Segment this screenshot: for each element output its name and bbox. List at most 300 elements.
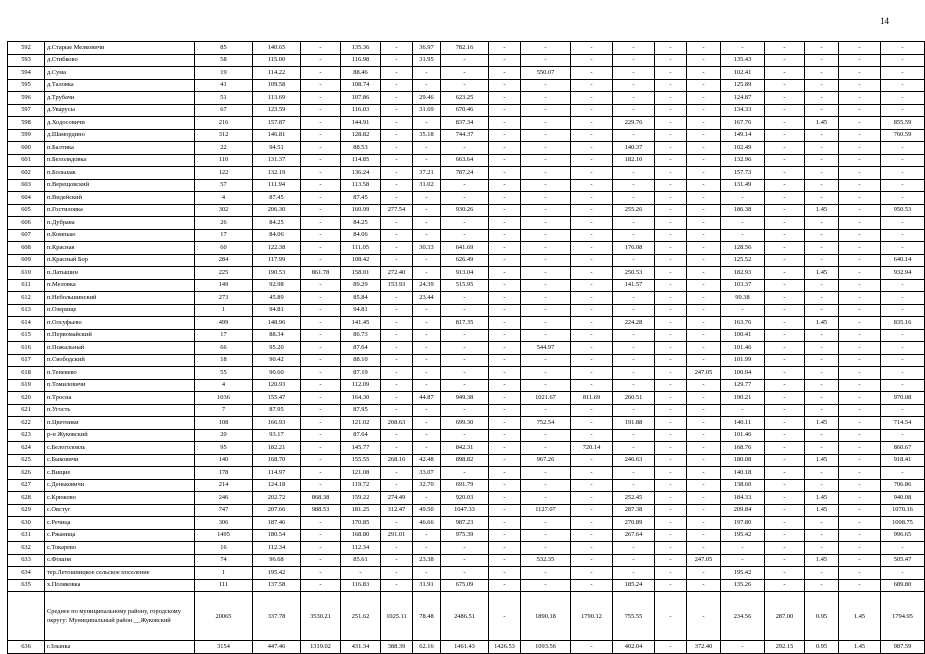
- value-cell: -: [301, 254, 341, 267]
- value-cell: 141.57: [613, 279, 655, 292]
- value-cell: 170.85: [341, 517, 381, 530]
- value-cell: -: [655, 304, 687, 317]
- value-cell: 84.25: [253, 217, 301, 230]
- value-cell: 182.93: [721, 267, 765, 280]
- value-cell: -: [381, 517, 413, 530]
- value-cell: 44.87: [413, 392, 441, 405]
- value-cell: 51: [195, 92, 253, 105]
- value-cell: -: [521, 217, 571, 230]
- value-cell: -: [413, 367, 441, 380]
- locality-name-cell: п.Компько: [45, 229, 195, 242]
- value-cell: -: [381, 442, 413, 455]
- value-cell: -: [489, 454, 521, 467]
- value-cell: 78.48: [413, 592, 441, 641]
- value-cell: 116.03: [341, 104, 381, 117]
- table-row: [8, 354, 925, 367]
- value-cell: -: [571, 454, 613, 467]
- value-cell: -: [489, 467, 521, 480]
- value-cell: -: [571, 67, 613, 80]
- value-cell: 66: [195, 342, 253, 355]
- table-row: [8, 442, 925, 455]
- value-cell: -: [489, 292, 521, 305]
- value-cell: 1025.11: [381, 592, 413, 641]
- value-cell: -: [805, 567, 839, 580]
- value-cell: -: [839, 117, 881, 130]
- value-cell: -: [441, 229, 489, 242]
- value-cell: -: [765, 92, 805, 105]
- value-cell: -: [721, 304, 765, 317]
- value-cell: -: [489, 167, 521, 180]
- value-cell: 112.09: [341, 379, 381, 392]
- value-cell: -: [413, 417, 441, 430]
- value-cell: -: [413, 567, 441, 580]
- value-cell: -: [489, 67, 521, 80]
- value-cell: 114.85: [341, 154, 381, 167]
- value-cell: 166.93: [253, 417, 301, 430]
- value-cell: 85.61: [341, 554, 381, 567]
- value-cell: -: [839, 104, 881, 117]
- locality-name-cell: г.Злынка: [45, 641, 195, 654]
- value-cell: -: [805, 192, 839, 205]
- table-body: [8, 42, 925, 654]
- value-cell: -: [655, 479, 687, 492]
- value-cell: -: [571, 54, 613, 67]
- value-cell: 157.73: [721, 167, 765, 180]
- value-cell: -: [301, 279, 341, 292]
- value-cell: -: [413, 192, 441, 205]
- value-cell: 116.83: [341, 579, 381, 592]
- value-cell: -: [655, 229, 687, 242]
- value-cell: -: [805, 367, 839, 380]
- value-cell: -: [521, 354, 571, 367]
- value-cell: 114.22: [253, 67, 301, 80]
- value-cell: -: [765, 179, 805, 192]
- value-cell: 22: [195, 142, 253, 155]
- value-cell: -: [687, 529, 721, 542]
- table-row: [8, 142, 925, 155]
- value-cell: -: [687, 167, 721, 180]
- value-cell: -: [839, 429, 881, 442]
- value-cell: -: [765, 504, 805, 517]
- locality-name-cell: с.Токарево: [45, 542, 195, 555]
- value-cell: 1794.95: [881, 592, 925, 641]
- value-cell: -: [381, 542, 413, 555]
- locality-name-cell: п.Белолядовка: [45, 154, 195, 167]
- value-cell: -: [765, 317, 805, 330]
- value-cell: 4: [195, 192, 253, 205]
- value-cell: 975.39: [441, 529, 489, 542]
- value-cell: -: [839, 579, 881, 592]
- value-cell: -: [571, 554, 613, 567]
- value-cell: -: [489, 104, 521, 117]
- value-cell: 102.49: [721, 142, 765, 155]
- value-cell: -: [655, 504, 687, 517]
- value-cell: -: [839, 404, 881, 417]
- table-row: [8, 217, 925, 230]
- value-cell: 206.30: [253, 204, 301, 217]
- value-cell: -: [613, 254, 655, 267]
- value-cell: -: [521, 467, 571, 480]
- value-cell: -: [301, 242, 341, 255]
- value-cell: 291.01: [381, 529, 413, 542]
- locality-name-cell: Среднее по муниципальному району, городскому округу: Муниципальный район __Жуковский: [45, 592, 195, 641]
- value-cell: -: [489, 254, 521, 267]
- value-cell: -: [839, 304, 881, 317]
- value-cell: -: [687, 354, 721, 367]
- value-cell: -: [489, 479, 521, 492]
- row-number-cell: [8, 592, 45, 641]
- value-cell: -: [489, 367, 521, 380]
- value-cell: 755.55: [613, 592, 655, 641]
- value-cell: 135.26: [721, 579, 765, 592]
- value-cell: -: [381, 167, 413, 180]
- value-cell: 640.14: [881, 254, 925, 267]
- value-cell: -: [687, 117, 721, 130]
- value-cell: 1.45: [805, 554, 839, 567]
- value-cell: 1319.02: [301, 641, 341, 654]
- value-cell: -: [721, 554, 765, 567]
- value-cell: 515.95: [441, 279, 489, 292]
- value-cell: 544.97: [521, 342, 571, 355]
- value-cell: -: [655, 554, 687, 567]
- value-cell: -: [655, 142, 687, 155]
- value-cell: -: [839, 442, 881, 455]
- value-cell: 1008.75: [881, 517, 925, 530]
- value-cell: -: [571, 504, 613, 517]
- row-number-cell: 629: [8, 504, 45, 517]
- value-cell: 55: [195, 367, 253, 380]
- value-cell: -: [687, 192, 721, 205]
- value-cell: -: [521, 254, 571, 267]
- row-number-cell: 635: [8, 579, 45, 592]
- value-cell: 164.30: [341, 392, 381, 405]
- locality-name-cell: п.Красный Бор: [45, 254, 195, 267]
- value-cell: -: [721, 404, 765, 417]
- value-cell: -: [441, 54, 489, 67]
- table-row: [8, 417, 925, 430]
- value-cell: 108.74: [341, 79, 381, 92]
- value-cell: -: [489, 542, 521, 555]
- value-cell: 87.19: [341, 367, 381, 380]
- locality-name-cell: п.Красная: [45, 242, 195, 255]
- value-cell: -: [765, 217, 805, 230]
- value-cell: -: [613, 217, 655, 230]
- value-cell: -: [571, 179, 613, 192]
- value-cell: -: [655, 404, 687, 417]
- value-cell: 67: [195, 104, 253, 117]
- value-cell: -: [655, 117, 687, 130]
- locality-name-cell: д.Трубачи: [45, 92, 195, 105]
- value-cell: 110: [195, 154, 253, 167]
- value-cell: -: [381, 142, 413, 155]
- value-cell: -: [839, 217, 881, 230]
- value-cell: -: [381, 192, 413, 205]
- row-number-cell: 612: [8, 292, 45, 305]
- value-cell: -: [571, 467, 613, 480]
- value-cell: -: [441, 342, 489, 355]
- value-cell: -: [765, 154, 805, 167]
- value-cell: 372.40: [687, 641, 721, 654]
- value-cell: -: [687, 542, 721, 555]
- value-cell: -: [381, 254, 413, 267]
- value-cell: -: [341, 567, 381, 580]
- value-cell: 287.38: [613, 504, 655, 517]
- value-cell: -: [721, 229, 765, 242]
- value-cell: 182.10: [613, 154, 655, 167]
- value-cell: 1.45: [839, 592, 881, 641]
- value-cell: 137.58: [253, 579, 301, 592]
- value-cell: -: [655, 467, 687, 480]
- value-cell: 1461.43: [441, 641, 489, 654]
- value-cell: 337.78: [253, 592, 301, 641]
- value-cell: -: [687, 79, 721, 92]
- value-cell: -: [441, 429, 489, 442]
- locality-name-cell: п.Томиловичи: [45, 379, 195, 392]
- row-number-cell: 636: [8, 641, 45, 654]
- locality-name-cell: п.Большак: [45, 167, 195, 180]
- value-cell: -: [839, 42, 881, 55]
- value-cell: -: [571, 192, 613, 205]
- value-cell: -: [613, 442, 655, 455]
- value-cell: -: [301, 329, 341, 342]
- value-cell: 95.20: [253, 342, 301, 355]
- value-cell: -: [613, 329, 655, 342]
- value-cell: -: [571, 267, 613, 280]
- value-cell: -: [441, 567, 489, 580]
- value-cell: 184.33: [721, 492, 765, 505]
- value-cell: -: [441, 67, 489, 80]
- value-cell: -: [881, 342, 925, 355]
- value-cell: -: [521, 117, 571, 130]
- locality-name-cell: р-н Жуковский: [45, 429, 195, 442]
- value-cell: 699.30: [441, 417, 489, 430]
- value-cell: 111: [195, 579, 253, 592]
- value-cell: 7: [195, 404, 253, 417]
- value-cell: -: [765, 279, 805, 292]
- value-cell: -: [521, 429, 571, 442]
- value-cell: 99.38: [721, 292, 765, 305]
- locality-name-cell: п.Тросна: [45, 392, 195, 405]
- value-cell: -: [881, 167, 925, 180]
- value-cell: -: [839, 192, 881, 205]
- value-cell: -: [805, 329, 839, 342]
- value-cell: -: [839, 267, 881, 280]
- value-cell: 122.38: [253, 242, 301, 255]
- value-cell: -: [839, 167, 881, 180]
- value-cell: -: [805, 167, 839, 180]
- value-cell: -: [839, 242, 881, 255]
- value-cell: -: [521, 567, 571, 580]
- value-cell: -: [805, 379, 839, 392]
- value-cell: 626.49: [441, 254, 489, 267]
- value-cell: -: [655, 379, 687, 392]
- value-cell: 42.48: [413, 454, 441, 467]
- value-cell: -: [805, 229, 839, 242]
- value-cell: 100.41: [721, 329, 765, 342]
- value-cell: 168.76: [721, 442, 765, 455]
- value-cell: -: [301, 429, 341, 442]
- value-cell: -: [765, 192, 805, 205]
- value-cell: -: [765, 167, 805, 180]
- row-number-cell: 607: [8, 229, 45, 242]
- table-row: [8, 429, 925, 442]
- value-cell: 268.16: [381, 454, 413, 467]
- value-cell: -: [687, 479, 721, 492]
- value-cell: 505.47: [881, 554, 925, 567]
- value-cell: 101.46: [721, 429, 765, 442]
- value-cell: -: [413, 142, 441, 155]
- value-cell: -: [381, 54, 413, 67]
- value-cell: 96.68: [253, 554, 301, 567]
- value-cell: 85: [195, 42, 253, 55]
- value-cell: -: [381, 329, 413, 342]
- value-cell: -: [655, 529, 687, 542]
- value-cell: 136.24: [341, 167, 381, 180]
- value-cell: -: [805, 304, 839, 317]
- value-cell: -: [301, 454, 341, 467]
- value-cell: -: [881, 179, 925, 192]
- row-number-cell: 615: [8, 329, 45, 342]
- table-row: [8, 567, 925, 580]
- value-cell: 125.89: [721, 79, 765, 92]
- value-cell: 88.34: [253, 329, 301, 342]
- value-cell: 107.86: [341, 92, 381, 105]
- value-cell: -: [381, 467, 413, 480]
- value-cell: -: [765, 204, 805, 217]
- table-row: [8, 229, 925, 242]
- value-cell: 930.26: [441, 204, 489, 217]
- row-number-cell: 606: [8, 217, 45, 230]
- value-cell: 17: [195, 229, 253, 242]
- value-cell: -: [489, 529, 521, 542]
- value-cell: 255.26: [613, 204, 655, 217]
- value-cell: 113.69: [253, 92, 301, 105]
- value-cell: 691.79: [441, 479, 489, 492]
- value-cell: -: [413, 354, 441, 367]
- value-cell: 168.70: [253, 454, 301, 467]
- value-cell: 94.51: [253, 142, 301, 155]
- value-cell: -: [489, 154, 521, 167]
- value-cell: -: [881, 329, 925, 342]
- value-cell: -: [521, 517, 571, 530]
- locality-name-cell: п.Цветники: [45, 417, 195, 430]
- table-row: [8, 104, 925, 117]
- value-cell: -: [489, 417, 521, 430]
- value-cell: -: [613, 542, 655, 555]
- value-cell: -: [571, 142, 613, 155]
- value-cell: -: [881, 104, 925, 117]
- value-cell: -: [687, 492, 721, 505]
- locality-name-cell: х.Поляковка: [45, 579, 195, 592]
- value-cell: -: [805, 67, 839, 80]
- value-cell: -: [765, 492, 805, 505]
- value-cell: 270.89: [613, 517, 655, 530]
- value-cell: -: [381, 404, 413, 417]
- value-cell: 214: [195, 479, 253, 492]
- value-cell: -: [489, 492, 521, 505]
- value-cell: -: [521, 179, 571, 192]
- row-number-cell: 601: [8, 154, 45, 167]
- table-row: [8, 492, 925, 505]
- value-cell: -: [839, 554, 881, 567]
- locality-name-cell: с.Фошня: [45, 554, 195, 567]
- value-cell: 23.44: [413, 292, 441, 305]
- value-cell: -: [881, 567, 925, 580]
- value-cell: -: [521, 317, 571, 330]
- value-cell: 31.02: [413, 179, 441, 192]
- value-cell: -: [301, 467, 341, 480]
- table-row: [8, 454, 925, 467]
- locality-name-cell: п.Первомайский: [45, 329, 195, 342]
- value-cell: -: [441, 192, 489, 205]
- row-number-cell: 621: [8, 404, 45, 417]
- value-cell: -: [881, 42, 925, 55]
- value-cell: -: [687, 217, 721, 230]
- page-number: 14: [880, 16, 889, 26]
- value-cell: -: [301, 542, 341, 555]
- locality-name-cell: с.Белоголовль: [45, 442, 195, 455]
- value-cell: 37.21: [413, 167, 441, 180]
- table-row: [8, 392, 925, 405]
- value-cell: 41: [195, 79, 253, 92]
- table-row: [8, 92, 925, 105]
- value-cell: 95: [195, 442, 253, 455]
- value-cell: -: [521, 329, 571, 342]
- value-cell: -: [839, 54, 881, 67]
- value-cell: 967.26: [521, 454, 571, 467]
- value-cell: -: [839, 542, 881, 555]
- value-cell: -: [613, 479, 655, 492]
- value-cell: -: [441, 329, 489, 342]
- value-cell: 842.31: [441, 442, 489, 455]
- table-row: [8, 542, 925, 555]
- value-cell: -: [839, 492, 881, 505]
- value-cell: -: [655, 217, 687, 230]
- row-number-cell: 634: [8, 567, 45, 580]
- value-cell: 46.66: [413, 517, 441, 530]
- value-cell: -: [571, 292, 613, 305]
- value-cell: -: [381, 292, 413, 305]
- value-cell: 114.97: [253, 467, 301, 480]
- value-cell: -: [805, 179, 839, 192]
- value-cell: 499: [195, 317, 253, 330]
- value-cell: 950.53: [881, 204, 925, 217]
- value-cell: 306: [195, 517, 253, 530]
- value-cell: -: [301, 54, 341, 67]
- value-cell: -: [881, 367, 925, 380]
- value-cell: 1.45: [805, 117, 839, 130]
- value-cell: 787.24: [441, 167, 489, 180]
- row-number-cell: 614: [8, 317, 45, 330]
- value-cell: -: [301, 579, 341, 592]
- row-number-cell: 630: [8, 517, 45, 530]
- value-cell: -: [687, 204, 721, 217]
- value-cell: -: [655, 542, 687, 555]
- value-cell: -: [655, 579, 687, 592]
- value-cell: -: [765, 254, 805, 267]
- value-cell: -: [805, 479, 839, 492]
- value-cell: 861.78: [301, 267, 341, 280]
- value-cell: -: [805, 342, 839, 355]
- value-cell: 90.60: [253, 367, 301, 380]
- value-cell: 186.38: [721, 204, 765, 217]
- value-cell: 0.95: [805, 641, 839, 654]
- value-cell: 932.94: [881, 267, 925, 280]
- value-cell: 447.46: [253, 641, 301, 654]
- value-cell: -: [521, 42, 571, 55]
- value-cell: -: [613, 304, 655, 317]
- value-cell: 272.40: [381, 267, 413, 280]
